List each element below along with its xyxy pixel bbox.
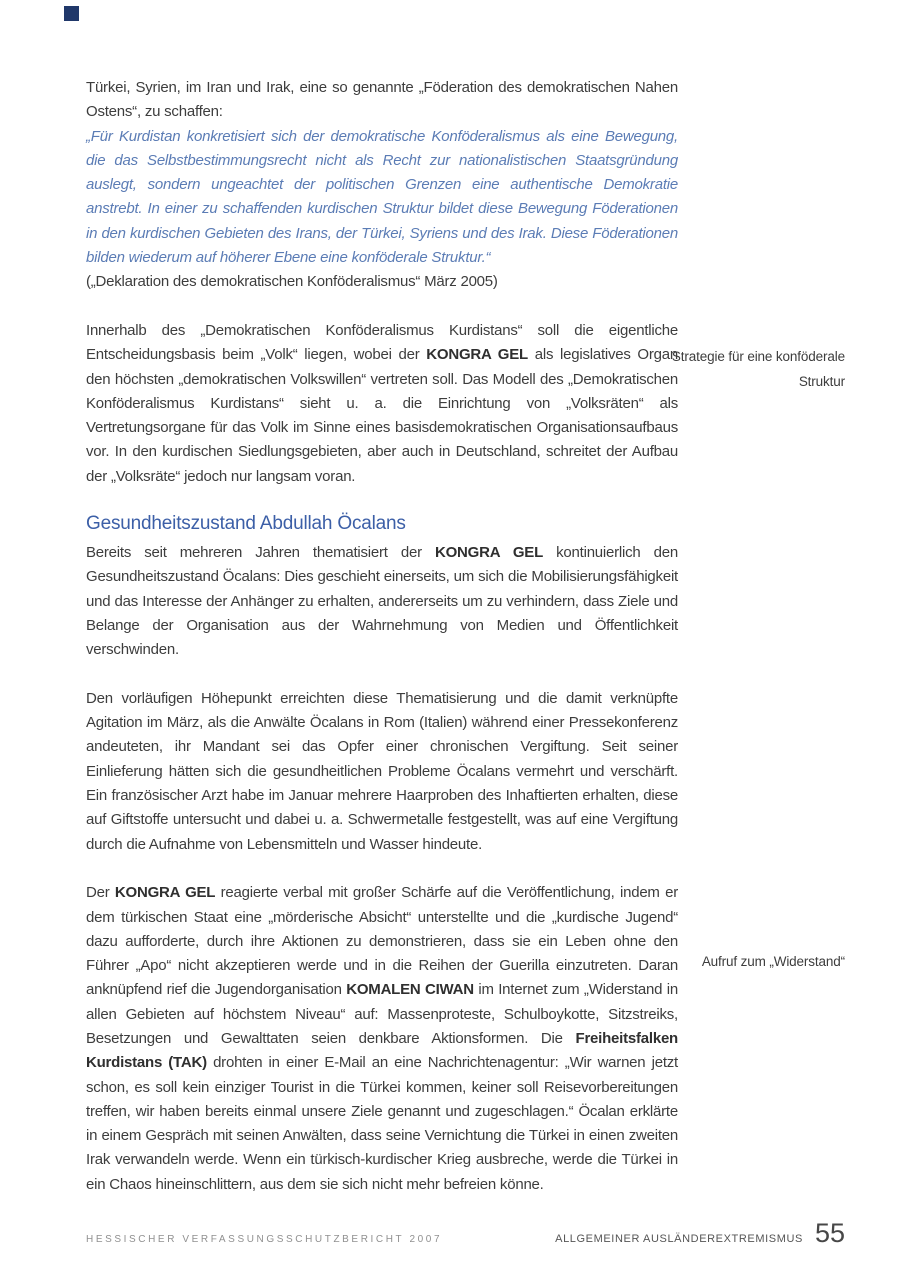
quote-text: „Für Kurdistan konkretisiert sich der demokratische Konföderalismus als eine Bewegung, die das Selbstbestimmungsrecht nicht als Recht zur nationalistischen Staatsgründung auslegt, sondern ungeachtet der politischen Grenzen eine authentische Demokratie anstrebt. In einer zu schaffenden kurdischen Struktur bildet diese Bewegung Föderationen in den kurdischen Gebieten des Irans, der Türkei, Syriens und des Irak. Diese Föderationen bilden wiederum auf höherer Ebene eine konföderale Struktur.“: [86, 127, 678, 267]
paragraph-konfoederalismus: [86, 319, 678, 489]
quote-citation: [86, 270, 678, 294]
page-footer: [86, 1218, 845, 1249]
paragraph-reaktion: [86, 881, 678, 1197]
paragraph-text: als legislatives Organ den höchsten „demokratischen Volkswillen“ vertreten soll. Das Modell des „Demokratischen Konföderalismus Kurdistans“ sieht u. a. die Einrichtung von „Volksräten“ als Vertretungsorgane für das Volk im Sinne eines basisdemokratischen Organisationsaufbaus vor. In den kurdischen Siedlungsgebieten, aber auch in Deutschland, schreitet der Aufbau der „Volksräte“ jedoch nur langsam voran.: [86, 346, 678, 485]
org-name-komalen-ciwan: KOMALEN CIWAN: [346, 981, 474, 999]
body-text-column: [86, 76, 678, 1197]
paragraph-text: Innerhalb des „Demokratischen Konföderalismus Kurdistans“ soll die eigentliche Entscheidungsbasis beim „Volk“ liegen, wobei der: [86, 321, 678, 364]
footer-chapter-title: ALLGEMEINER AUSLÄNDEREXTREMISMUS: [555, 1233, 803, 1245]
footer-right-group: [555, 1218, 845, 1249]
intro-text: Türkei, Syrien, im Iran und Irak, eine so genannte „Föderation des demokratischen Nahen Ostens“, zu schaffen:: [86, 79, 678, 121]
quote-paragraph: [86, 125, 678, 271]
page-number: 55: [814, 1218, 845, 1248]
margin-note-strategie: Strategie für eine konföderale Struktur: [671, 349, 845, 389]
org-name-kongra-gel: KONGRA GEL: [434, 544, 544, 562]
paragraph-text: kontinuierlich den Gesundheitszustand Öcalans: Dies geschieht einerseits, um sich die Mobilisierungsfähigkeit und das Interesse der Anhänger zu erhalten, andererseits um zu verhindern, dass Ziele und Belange der Organisation aus der Wahrnehmung von Medien und Öffentlichkeit verschwinden.: [86, 544, 678, 659]
paragraph-text: Der: [86, 884, 115, 902]
org-name-kongra-gel: KONGRA GEL: [114, 884, 216, 902]
intro-paragraph: [86, 76, 678, 125]
margin-note-aufruf: Aufruf zum „Widerstand“: [701, 954, 845, 969]
paragraph-gesundheitszustand: [86, 541, 678, 662]
footer-report-title: HESSISCHER VERFASSUNGSSCHUTZBERICHT 2007: [86, 1234, 443, 1245]
section-heading: Gesundheitszustand Abdullah Öcalans: [86, 513, 406, 535]
paragraph-text: reagierte verbal mit großer Schärfe auf die Veröffentlichung, indem er dem türkischen Staat eine „mörderische Absicht“ unterstellte und die „kurdische Jugend“ dazu aufforderte, durch ihre Aktionen zu demonstrieren, dass sie ein Leben ohne den Führer „Apo“ nicht akzeptieren werde und in die Reihen der Guerilla einzutreten. Daran anknüpfend rief die Jugendorganisation: [86, 884, 678, 999]
org-name-kongra-gel: KONGRA GEL: [426, 346, 528, 364]
paragraph-text: Den vorläufigen Höhepunkt erreichten diese Thematisierung und die damit verknüpfte Agitation im März, als die Anwälte Öcalans in Rom (Italien) während einer Pressekonferenz andeuteten, ihr Mandant sei das Opfer einer chronischen Vergiftung. Seit seiner Einlieferung hätten sich die gesundheitlichen Probleme Öcalans vermehrt und verschärft. Ein französischer Arzt habe im Januar mehrere Haarproben des Inhaftierten erhalten, diese auf Giftstoffe untersucht und dabei u. a. Schwermetalle festgestellt, was auf eine Vergiftung durch die Aufnahme von Lebensmitteln und Wasser hindeute.: [86, 689, 678, 853]
paragraph-text: drohten in einer E-Mail an eine Nachrichtenagentur: „Wir warnen jetzt schon, es soll kein einziger Tourist in die Türkei kommen, keiner soll Reisevorbereitungen treffen, wir haben bereits einmal unsere Ziele genannt und zugeschlagen.“ Öcalan erklärte in einem Gespräch mit seinen Anwälten, dass seine Vernichtung die Türkei in einen zweiten Irak verwandeln werde. Wenn ein türkisch-kurdischer Krieg ausbreche, werde die Türkei in ein Chaos hineinschlittern, aus dem sie sich nicht mehr befreien könne.: [86, 1054, 678, 1193]
org-name-tak: Freiheitsfalken Kurdistans (TAK): [86, 1029, 678, 1072]
paragraph-hoehepunkt: [86, 687, 678, 857]
citation-text: („Deklaration des demokratischen Konföderalismus“ März 2005): [86, 273, 498, 291]
paragraph-text: im Internet zum „Widerstand in allen Gebieten auf höchstem Niveau“ auf: Massenproteste, Schulboykotte, Sitzstreiks, Besetzungen und Gewalttaten seien denkbare Aktionsformen. Die: [86, 981, 678, 1047]
paragraph-text: Bereits seit mehreren Jahren thematisiert der: [86, 544, 435, 562]
chapter-marker: [64, 6, 79, 21]
